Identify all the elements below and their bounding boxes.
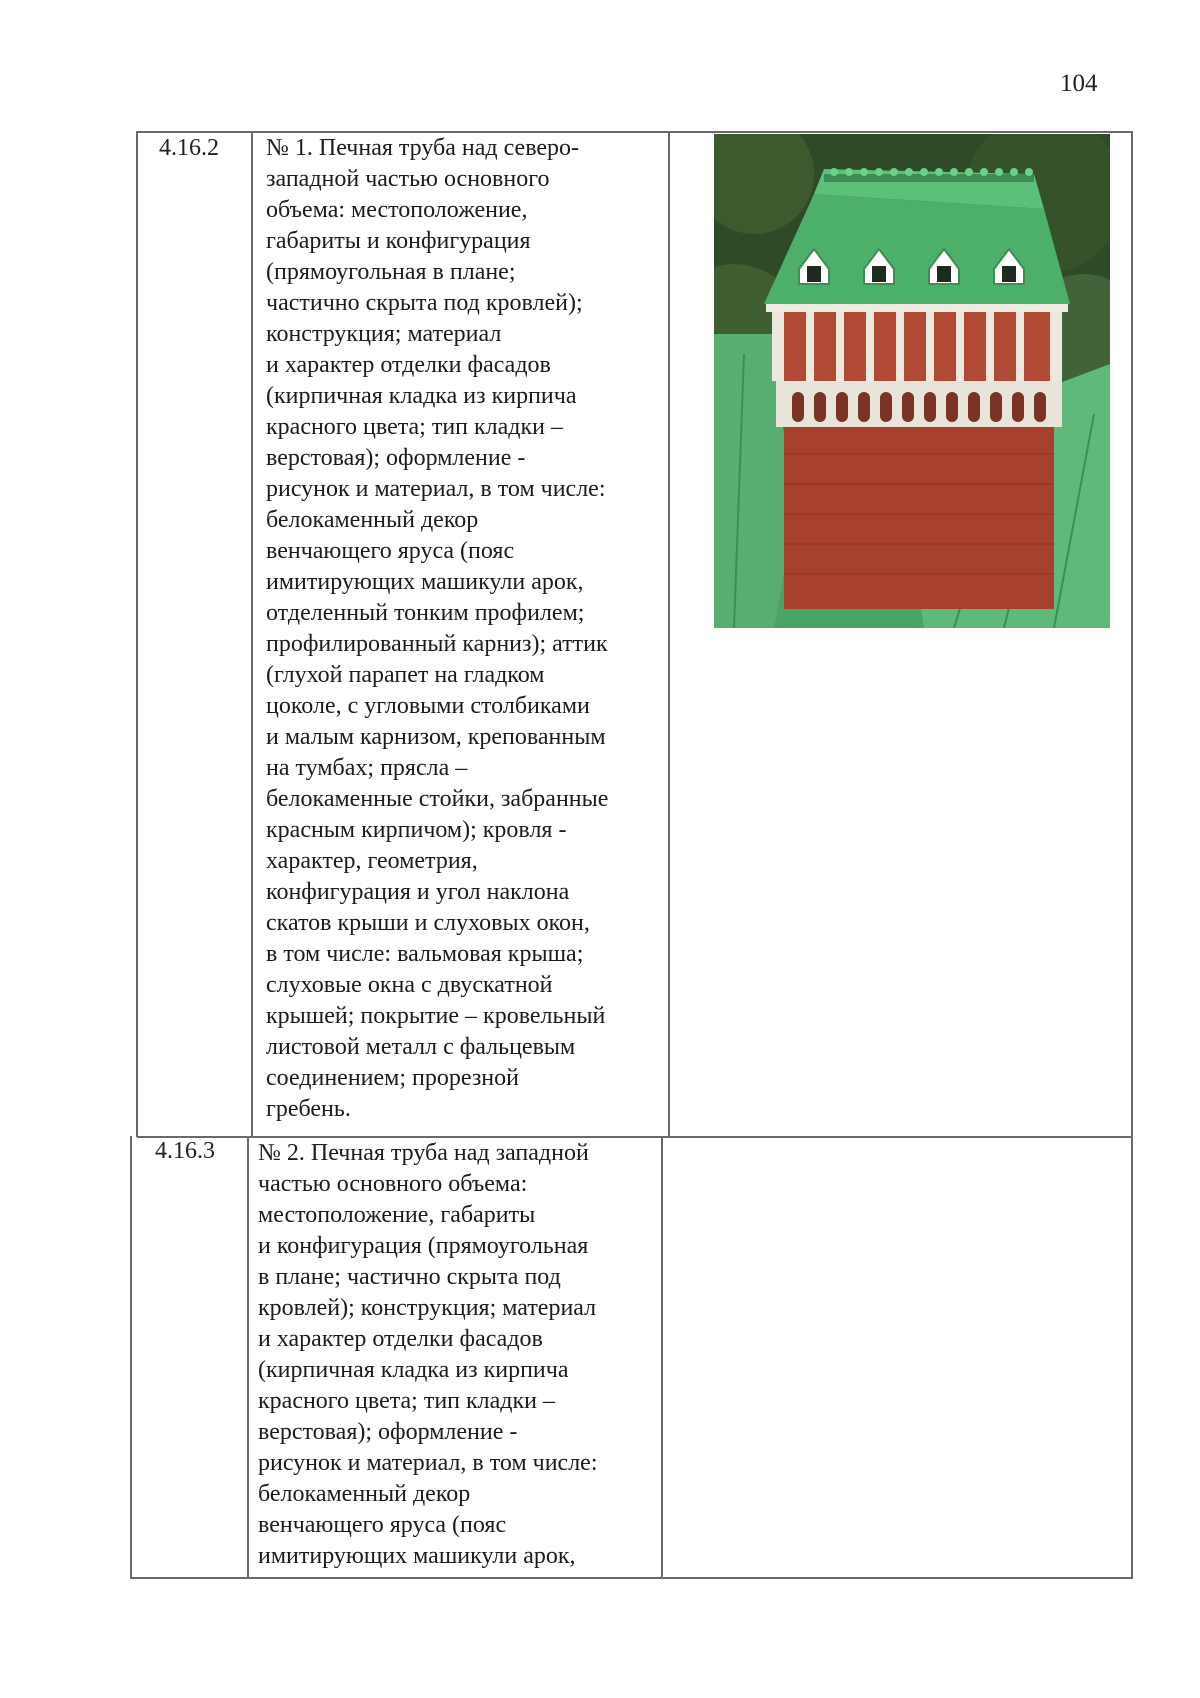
table-col-divider-1: [251, 131, 253, 1137]
table-border-left: [136, 131, 138, 1137]
chimney-photo: [714, 134, 1110, 628]
table-col-divider-1-lower: [247, 1136, 249, 1578]
page-number: 104: [1060, 70, 1098, 97]
table-border-right: [1131, 131, 1133, 1579]
table-col-divider-2: [668, 131, 670, 1137]
row-number: 4.16.3: [155, 1138, 215, 1164]
table-border-bottom: [130, 1577, 1132, 1579]
row-number: 4.16.2: [159, 135, 219, 161]
row-description: № 2. Печная труба над западной частью основного объема: местоположение, габариты и конфигурация (прямоугольная в плане; частично скрыта под кровлей); конструкция; материал и характер отделки фасадов (кирпичная кладка из кирпича красного цвета; тип кладки – верстовая); оформление - рисунок и материал, в том числе: белокаменный декор венчающего яруса (пояс имитирующих машикули арок,: [258, 1140, 598, 1569]
table-col-divider-2-lower: [661, 1136, 663, 1578]
table-border-left-lower: [130, 1136, 132, 1578]
row-description: № 1. Печная труба над северо- западной частью основного объема: местоположение, габариты и конфигурация (прямоугольная в плане; частично скрыта под кровлей); конструкция; материал и характер отделки фасадов (кирпичная кладка из кирпича красного цвета; тип кладки – верстовая); оформление - рисунок и материал, в том числе: белокаменный декор венчающего яруса (пояс имитирующих машикули арок, отделенный тонким профилем; профилированный карниз); аттик (глухой парапет на гладком цоколе, с угловыми столбиками и малым карнизом, крепованным на тумбах; прясла – белокаменные стойки, забранные красным кирпичом); кровля - характер, геометрия, конфигурация и угол наклона скатов крыши и слуховых окон, в том числе: вальмовая крыша; слуховые окна с двускатной крышей; покрытие – кровельный листовой металл с фальцевым соединением; прорезной гребень.: [266, 135, 609, 1122]
